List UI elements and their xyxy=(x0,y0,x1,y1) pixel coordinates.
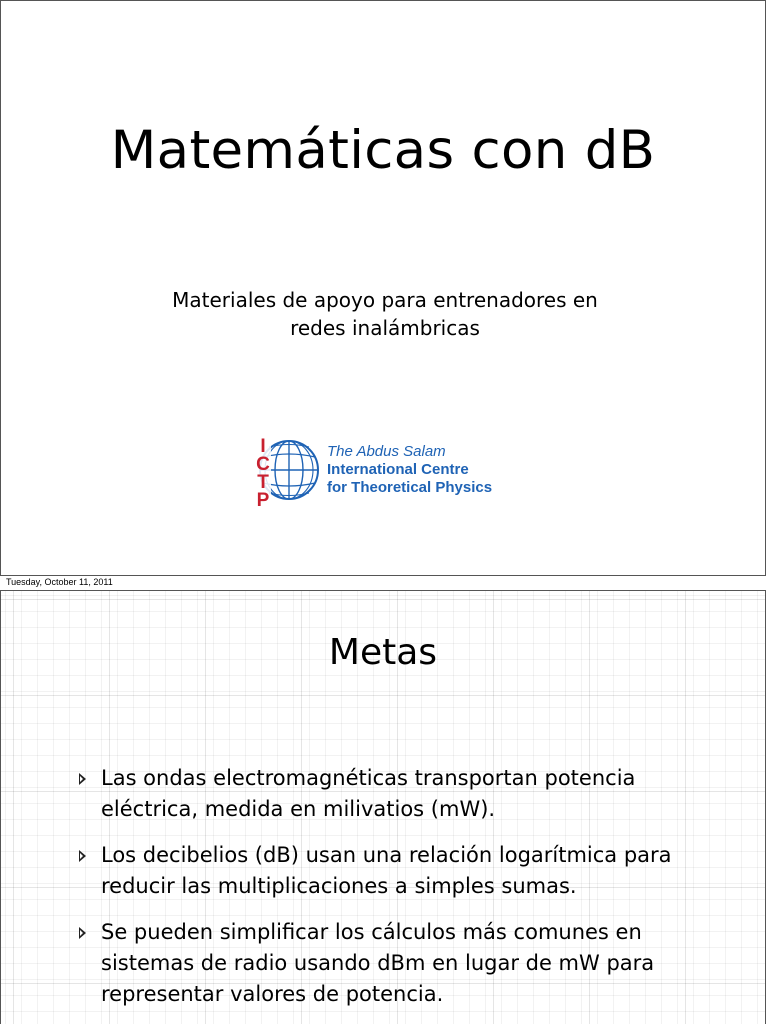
logo-letter-t: T xyxy=(257,472,269,493)
ictp-globe-logo-icon xyxy=(249,430,321,510)
logo-line-3: for Theoretical Physics xyxy=(327,479,493,496)
slide-goals-heading: Metas xyxy=(328,632,438,673)
bullet-line: eléctrica, medida en milivatios (mW). xyxy=(101,797,496,821)
logo-line-2: International Centre xyxy=(327,461,469,478)
bullet-arrow-icon xyxy=(79,773,86,785)
bullet-item xyxy=(77,763,717,825)
slide-timestamp: Tuesday, October 11, 2011 xyxy=(6,577,113,587)
bullet-arrow-icon xyxy=(79,850,86,862)
subtitle-line-2: redes inalámbricas xyxy=(290,316,480,340)
logo-letter-c: C xyxy=(256,454,270,475)
slide-title-heading: Matemáticas con dB xyxy=(110,120,656,181)
logo-letter-p: P xyxy=(256,490,270,510)
subtitle-line-1: Materiales de apoyo para entrenadores en xyxy=(172,288,598,312)
logo-letter-i: I xyxy=(260,436,266,457)
slide-subtitle xyxy=(121,286,649,342)
ictp-logo xyxy=(249,426,521,514)
bullet-item xyxy=(77,917,717,1010)
slide-goals xyxy=(0,590,766,1024)
bullet-line: representar valores de potencia. xyxy=(101,982,444,1006)
bullet-line: Las ondas electromagnéticas transportan potencia xyxy=(101,766,636,790)
logo-line-1: The Abdus Salam xyxy=(327,443,446,460)
bullet-line: reducir las multiplicaciones a simples sumas. xyxy=(101,874,577,898)
bullet-line: Los decibelios (dB) usan una relación logarítmica para xyxy=(101,843,672,867)
bullet-line: Se pueden simplificar los cálculos más comunes en xyxy=(101,920,642,944)
bullet-line: sistemas de radio usando dBm en lugar de mW para xyxy=(101,951,655,975)
bullet-list xyxy=(77,763,717,1024)
bullet-arrow-icon xyxy=(79,927,86,939)
logo-text xyxy=(327,443,492,497)
bullet-item xyxy=(77,840,717,902)
